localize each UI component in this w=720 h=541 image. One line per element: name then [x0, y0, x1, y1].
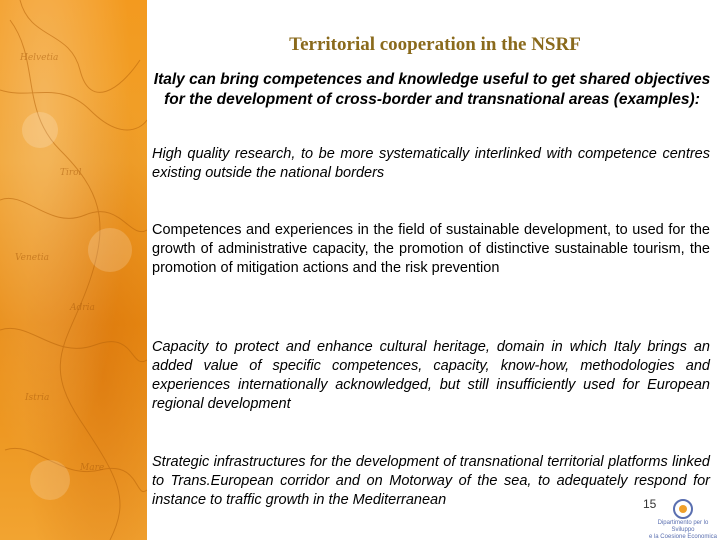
intro-text: Italy can bring competences and knowledge useful to get shared objectives for the development of cross-border and transnational areas (examples): — [153, 71, 711, 108]
svg-text:Helvetia: Helvetia — [20, 53, 59, 63]
logo-caption-line2: e la Coesione Economica — [648, 534, 718, 540]
svg-text:Mare: Mare — [80, 463, 105, 473]
dps-logo-icon — [648, 498, 718, 520]
map-lines-icon — [0, 0, 147, 540]
svg-text:Adria: Adria — [70, 303, 95, 313]
logo-caption — [648, 520, 718, 541]
dps-logo — [648, 498, 718, 540]
svg-text:Venetia: Venetia — [15, 253, 49, 263]
svg-text:Tirol: Tirol — [60, 168, 82, 178]
slide-title: Territorial cooperation in the NSRF — [289, 34, 581, 55]
page-number: 15 — [643, 497, 657, 511]
decorative-map-background — [0, 0, 147, 540]
svg-text:Istria: Istria — [25, 393, 50, 403]
example-paragraph-sustainable-development: Competences and experiences in the field of sustainable development, to used for the growth of administrative capacity, the promotion of distinctive sustainable tourism, the promotion of mitigation actions and the risk prevention — [152, 222, 710, 276]
example-paragraph-infrastructures: Strategic infrastructures for the development of transnational territorial platforms linked to Trans.European corridor and on Motorway of the sea, to adequately respond for instance to traffic growth in the Mediterranean — [152, 454, 710, 508]
logo-caption-line1: Dipartimento per lo Sviluppo — [657, 520, 709, 533]
example-paragraph-research: High quality research, to be more systematically interlinked with competence centres existing outside the national borders — [152, 146, 710, 181]
example-paragraph-cultural-heritage: Capacity to protect and enhance cultural heritage, domain in which Italy brings an added value of specific competences, capacity, know-how, methodologies and experiences internationally acknowledged, but still insufficiently used for European regional development — [152, 339, 710, 412]
